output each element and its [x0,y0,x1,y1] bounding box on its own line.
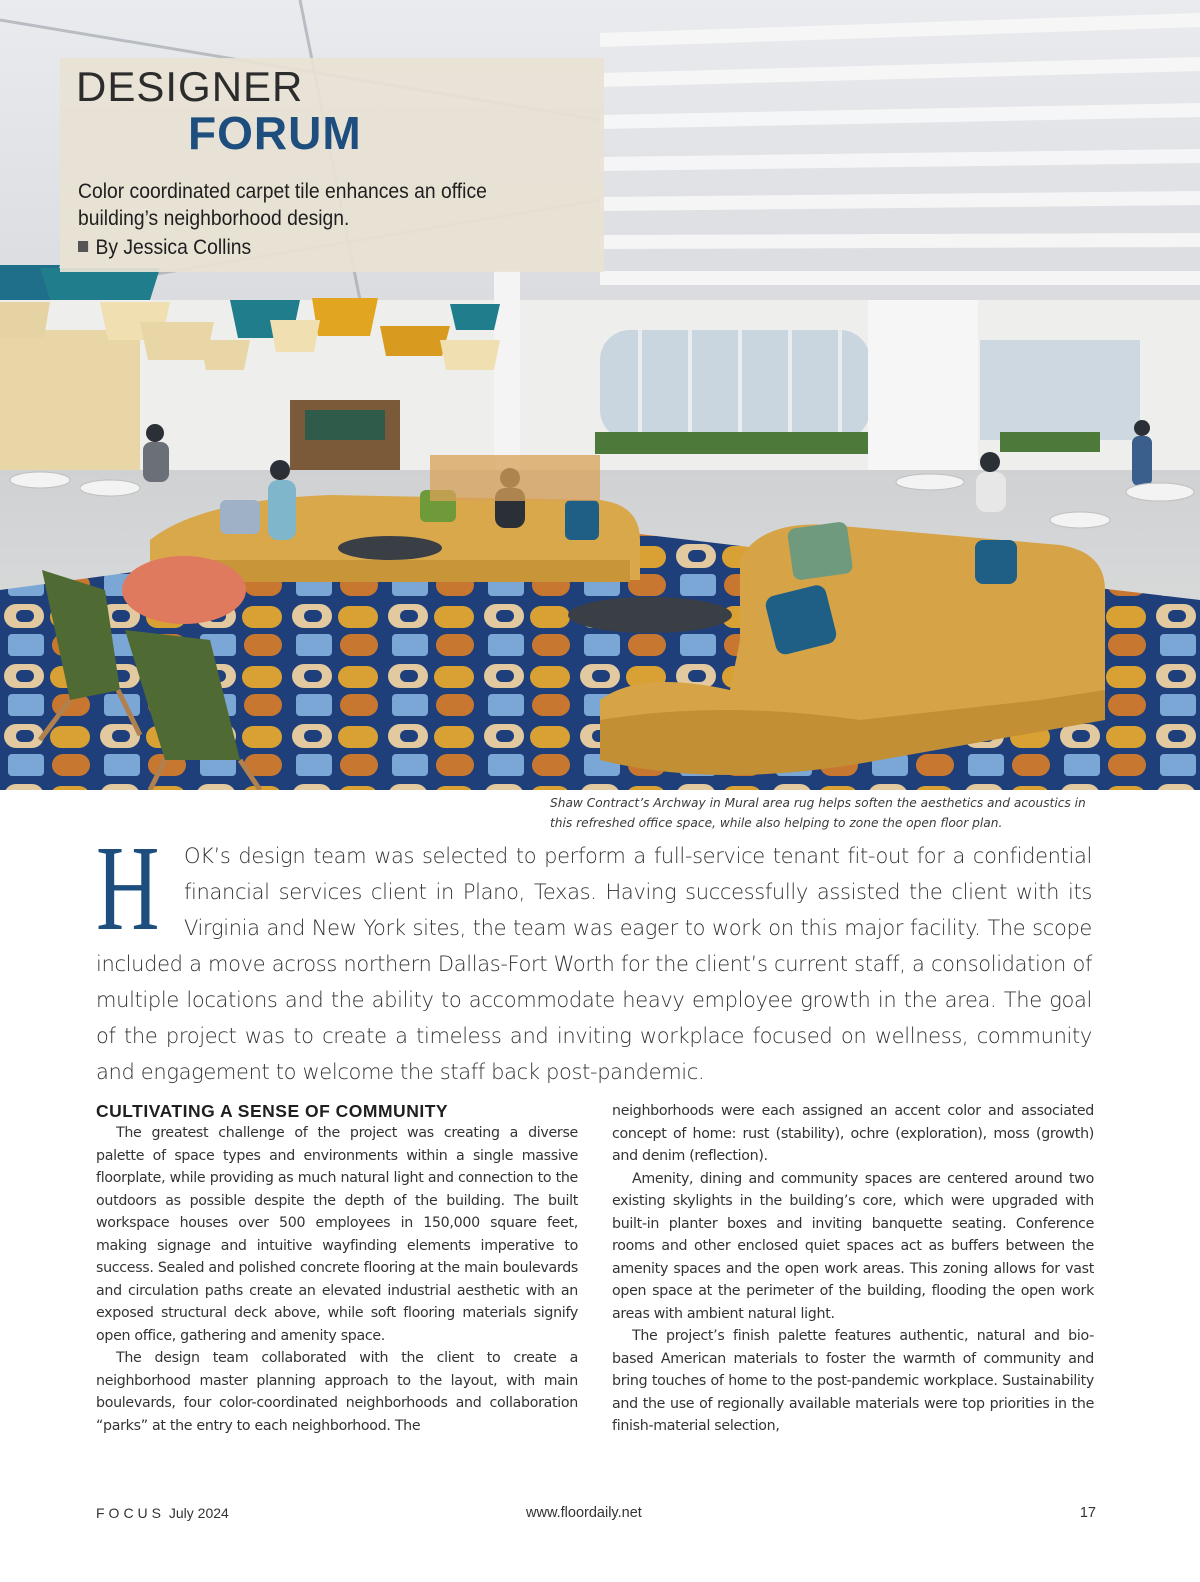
body-paragraph: The project’s finish palette features authentic, natural and bio-based American materials to foster the warmth of community and bring touches of home to the post-pandemic workplace. Sustainability and the use of regionally available materials were top priorities in the finish-material selection, [612,1328,1094,1434]
column-right [612,1100,1094,1438]
body-paragraph: The greatest challenge of the project was creating a diverse palette of space types and environments within a single massive floorplate, while providing as much natural light and connection to the outdoors as possible despite the depth of the building. The built workspace houses over 500 employees in 150,000 square feet, making signage and intuitive wayfinding elements imperative to success. Sealed and polished concrete flooring at the main boulevards and circulation paths create an elevated industrial aesthetic with an exposed structural deck above, while soft flooring materials signify open office, gathering and amenity space. [96,1125,578,1344]
department-headline: FORUM [188,107,362,159]
footer-url[interactable]: www.floordaily.net [526,1505,642,1521]
title-box [60,58,604,272]
photo-caption: Shaw Contract’s Archway in Mural area rug helps soften the aesthetics and acoustics in this refreshed office space, while also helping to zone the open floor plan. [550,796,1086,830]
page-number: 17 [1079,1505,1096,1521]
department-kicker: DESIGNER [76,63,304,110]
hero-photo [0,0,1200,790]
drop-cap: H [96,821,160,956]
footer-magazine: FOCUS [96,1505,165,1521]
section-heading: CULTIVATING A SENSE OF COMMUNITY [96,1101,449,1121]
footer-issue: July 2024 [168,1505,229,1521]
body-paragraph: Amenity, dining and community spaces are centered around two existing skylights in the building’s core, which were upgraded with built-in planter boxes and inviting banquette seating. Conference rooms and other enclosed quiet spaces act as buffers between the amenity spaces and the open work areas. This zoning allows for vast open space at the perimeter of the building, flooding the open work areas with ambient natural light. [612,1170,1094,1322]
body-paragraph: The design team collaborated with the client to create a neighborhood master planning approach to the layout, with main boulevards, four color-coordinated neighborhoods and collaboration “parks” at the entry to each neighborhood. The [96,1350,578,1434]
page-footer [96,1505,1096,1525]
byline [78,234,251,261]
bullet-square-icon [78,241,88,252]
footer-publication [96,1505,229,1521]
body-paragraph: neighborhoods were each assigned an accent color and associated concept of home: rust (stability), ochre (exploration), moss (growth) and denim (reflection). [612,1103,1094,1164]
intro-text: OK’s design team was selected to perform a full-service tenant fit-out for a confidential financial services client in Plano, Texas. Having successfully assisted the client with its Virginia and New York sites, the team was eager to work on this major facility. The scope included a move across northern Dallas-Fort Worth for the client’s current staff, a consolidation of multiple locations and the ability to accommodate heavy employee growth in the area. The goal of the project was to create a timeless and inviting workplace focused on wellness, community and engagement to welcome the staff back post-pandemic. [96,844,1092,1084]
article-deck: Color coordinated carpet tile enhances an office building’s neighborhood design. [78,180,487,230]
byline-author: By Jessica Collins [95,236,252,259]
column-left [96,1100,578,1437]
intro-paragraph [96,838,1092,1090]
